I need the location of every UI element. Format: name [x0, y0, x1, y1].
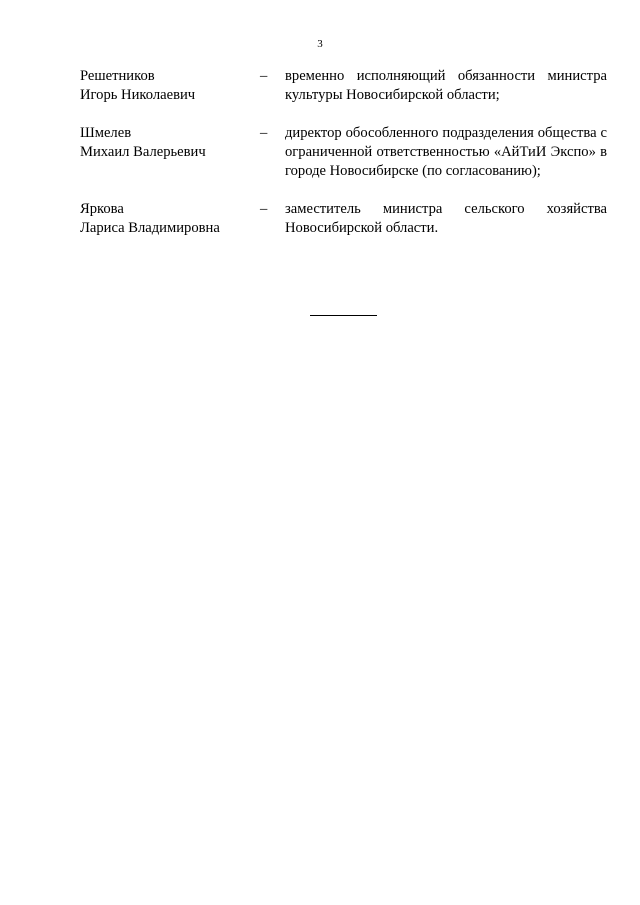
- member-dash: –: [260, 125, 268, 141]
- member-surname: Шмелев: [80, 125, 132, 141]
- member-entry-reshetnikov: [80, 67, 607, 105]
- member-position: заместитель министра сельского хозяйства Новосибирской области.: [285, 201, 607, 236]
- end-of-list-divider: [310, 315, 377, 316]
- member-dash: –: [260, 201, 268, 217]
- member-dash: –: [260, 68, 268, 84]
- member-entry-yarkova: [80, 200, 607, 238]
- member-given-names: Игорь Николаевич: [80, 87, 196, 103]
- member-surname: Решетников: [80, 68, 155, 84]
- member-position: директор обособленного подразделения общества с ограниченной ответственностью «АйТиИ Экспо» в городе Новосибирске (по согласованию);: [285, 125, 607, 179]
- member-given-names: Лариса Владимировна: [80, 220, 220, 236]
- member-entry-shmelev: [80, 124, 607, 181]
- member-surname: Яркова: [80, 201, 124, 217]
- member-position: временно исполняющий обязанности министра культуры Новосибирской области;: [285, 68, 607, 103]
- member-given-names: Михаил Валерьевич: [80, 144, 206, 160]
- member-list: [80, 67, 607, 257]
- page-number: 3: [317, 38, 323, 50]
- member-name: [80, 67, 260, 105]
- member-name: [80, 200, 260, 238]
- member-name: [80, 124, 260, 162]
